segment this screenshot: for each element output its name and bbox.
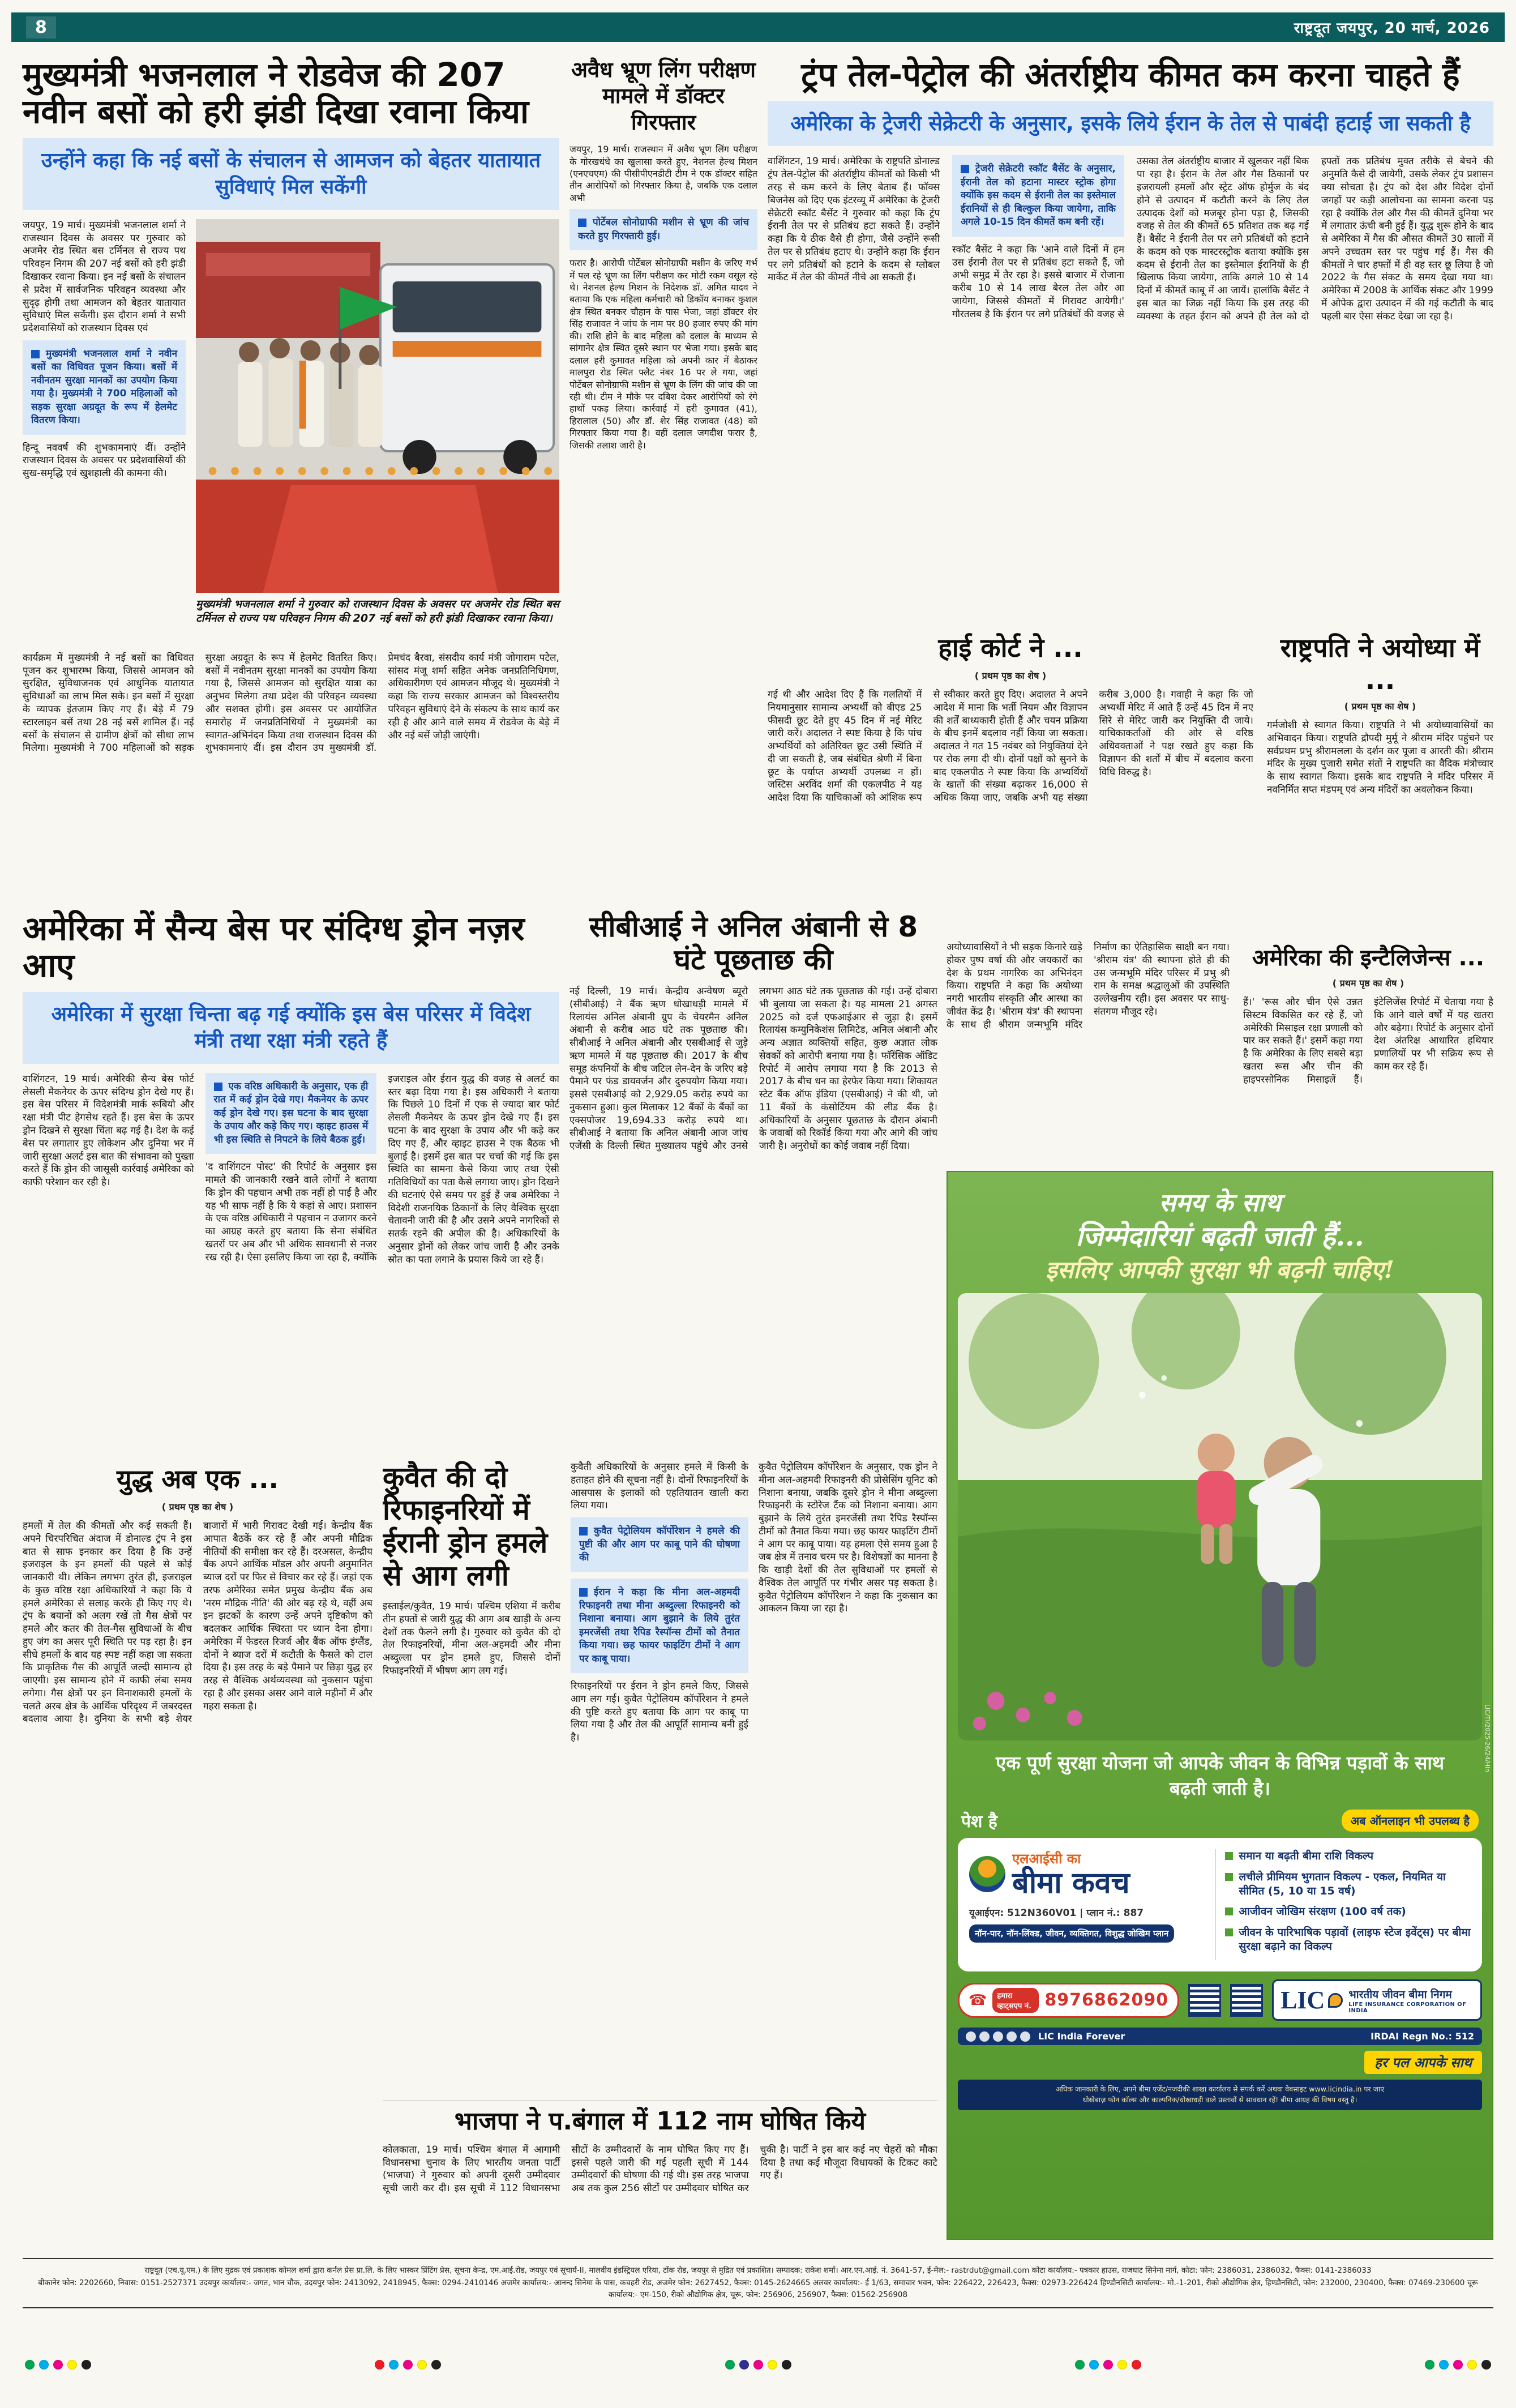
drones-headline: अमेरिका में सैन्य बेस पर संदिग्ध ड्रोन नज़र आए xyxy=(23,909,525,985)
color-dot-icon xyxy=(1132,2360,1141,2369)
cm-subhead: उन्होंने कहा कि नई बसों के संचालन से आमजन को बेहतर यातायात सुविधाएं मिल सकेंगी xyxy=(23,138,559,210)
color-dot-icon xyxy=(67,2360,77,2369)
war-title: युद्ध अब एक ... xyxy=(116,1464,279,1494)
color-dot-icon xyxy=(1467,2360,1477,2369)
ad-benefit-item xyxy=(1225,1849,1471,1863)
kuwait-col1-body: इस्ताईल/कुवैत, 19 मार्च। पश्चिम एशिया में करीब तीन हफ्तों से जारी युद्ध की आग अब खाड़ी के अन्य देशों तक फैलने लगी है। गुरुवार को कुवैत की दो तेल रिफाइनरियों, मीना अल-अहमदी और मीना अब्दुल्ला पर ड्रोन हमले हुए, जिससे दोनों रिफाइनरियों में भीषण आग लग गई। xyxy=(383,1601,560,1676)
bjp-headline: भाजपा ने प.बंगाल में 112 नाम घोषित किये xyxy=(454,2107,866,2136)
flag-off-photo xyxy=(196,219,559,643)
drones-intro: वाशिंगटन, 19 मार्च। अमेरिकी सैन्य बेस फोर्ट लेसली मैकनेयर के ऊपर संदिग्ध ड्रोन देखे गए हैं। इस बेस परिसर में विदेशमंत्री मार्क रूबियो और रक्षा मंत्री पीट हेगसेथ रहते हैं। इस बेस के ऊपर ड्रोन दिखने से सुरक्षा चिंता बढ़ गई है। देश के कई बेस पर लगातार हुए लोकेशन और दुनिया भर में जारी सुरक्षा अलर्ट इस बात की संभावना को पुख्ता करते हैं कि ड्रोन की जासूसी कार्रवाई अमेरिका को काफी परेशान कर रही है। xyxy=(23,1073,194,1188)
ad-headline-script xyxy=(958,1187,1482,1285)
bullet-square-icon xyxy=(1225,1873,1233,1881)
doctor-highlight-text: पोर्टेबल सोनोग्राफी मशीन से भ्रूण की जांच करते हुए गिरफ्तारी हुई। xyxy=(578,217,749,242)
cm-headline: मुख्यमंत्री भजनलाल ने रोडवेज की 207 नवीन बसों को हरी झंडी दिखा रवाना किया xyxy=(23,55,529,131)
color-dot-icon xyxy=(389,2360,399,2369)
ad-script-line1: समय के साथ xyxy=(1159,1188,1281,1217)
lic-name-hindi: भारतीय जीवन बीमा निगम xyxy=(1348,1988,1452,2001)
cm-intro-paragraph: जयपुर, 19 मार्च। मुख्यमंत्री भजनलाल शर्मा ने राजस्थान दिवस के अवसर पर गुरुवार को अजमेर रोड स्थित बस टर्मिनल से राज्य पथ परिवहन निगम की 207 नई बसों को हरी झंडी दिखाकर रवाना किया। इन नई बसों के संचालन से प्रदेश में सार्वजनिक परिवहन व्यवस्था और सुदृढ़ होगी तथा आमजन को बेहतर यातायात सुविधाएं मिल सकेंगी। इस दौरान शर्मा ने सभी प्रदेशवासियों को राजस्थान दिवस एवं xyxy=(23,219,186,335)
ad-script-line2: जिम्मेदारियां बढ़ती जाती हैं... xyxy=(1076,1221,1364,1253)
phone-icon: ☎ xyxy=(969,1991,987,2009)
ad-brand-name: बीमा कवच xyxy=(1012,1866,1130,1901)
masthead xyxy=(11,12,1505,42)
imprint-line-1: राष्ट्रदूत (एच.यू.एम.) के लिए मुद्रक एवं प्रकाशक कोमल शर्मा द्वारा कर्नल प्रेस प्रा.लि. के लिए भास्कर प्रिंटिंग प्रेस, सूचना केन्द्र, एम.आई.रोड, जयपुर एवं सूचार्य-II, मालवीय इंडस्ट्रियल एरिया, टोंक रोड, जयपुर से मुद्रित एवं प्रकाशित। सम्पादक: राकेश शर्मा। आर.एन.आई. नं. 3641-57, ई-मेल:- rastrdut@gmail.com कोटा कार्यालय:- पत्रकार हाउस, राजघाट सिनेमा मार्ग, कोटा: फोन: 2386031, 2386032, फैक्स: 0141-2386033 xyxy=(144,2266,1372,2275)
trump-body-columns xyxy=(768,155,1493,551)
bullet-square-icon xyxy=(214,1083,222,1091)
high-court-body: गई थी और आदेश दिए हैं कि गलतियों में नियमानुसार सामान्य अभ्यर्थी को बीएड 25 फीसदी छूट देते हुए 45 दिन में नई मेरिट जारी करें। अदालत ने स्पष्ट किया है कि पांच अभ्यर्थियों को अतिरिक्त छूट उसी स्थिति में दी जा सकती है, जब संबंधित श्रेणी में बिना छूट के पर्याप्त अभ्यर्थी उपलब्ध न हों। जस्टिस अरविंद शर्मा की एकलपीठ ने यह आदेश दिया कि याचिकाओं को आंशिक रूप से स्वीकार करते हुए दिए। अदालत ने अपने आदेश में माना कि भर्ती नियम और विज्ञापन की शर्तें बाध्यकारी होती हैं और चयन प्रक्रिया के बीच इनमें बदलाव नहीं किया जा सकता। अदालत ने गत 15 नवंबर को नियुक्तियां देने पर रोक लगा दी थी। दोनों पक्षों को सुनने के बाद एकलपीठ ने स्पष्ट किया कि अभ्यर्थियों के खातों की संख्या बढ़ाकर 16,000 से अधिक किया जाए, जबकि अभी यह संख्या करीब 3,000 है। गवाही ने कहा कि जो अभ्यर्थी मेरिट में आते हैं उन्हें 45 दिन में नए सिरे से मेरिट जारी कर नियुक्ति दी जाये। याचिकाकर्ताओं की ओर से वरिष्ठ अधिवक्ताओं ने पक्ष रखते हुए कहा कि विज्ञापन की शर्तों में बीच में बदलाव करना विधि विरुद्ध है। xyxy=(768,689,1253,804)
intel-body: हैं।' 'रूस और चीन ऐसे उन्नत सिस्टम विकसित कर रहे हैं, जो अमेरिकी मिसाइल रक्षा प्रणाली को पार कर सकते हैं।' इसमें कहा गया है कि अमेरिका के लिए सबसे बड़ा खतरा रूस और चीन की हाइपरसोनिक मिसाइलें हैं। इंटेलिजेंस रिपोर्ट में चेताया गया है कि आने वाले वर्षों में यह खतरा और बढ़ेगा। रिपोर्ट के अनुसार दोनों देश अंतरिक्ष आधारित हथियार प्रणालियों पर भी सक्रिय रूप से काम कर रहे हैं। xyxy=(1243,996,1493,1085)
trump-highlight-text: ट्रेजरी सेक्रेटरी स्कॉट बैसेंट के अनुसार, ईरानी तेल को हटाना मास्टर स्ट्रोक होगा क्योंकि इस कदम से ईरानी तेल का इस्तेमाल ईरानियों से ही बिल्कुल किया जायेगा, ताकि अगले 10-15 दिन कीमतें कम बनी रहें। xyxy=(961,163,1116,228)
ad-benefit-item xyxy=(1225,1870,1471,1898)
president-body: गर्मजोशी से स्वागत किया। राष्ट्रपति ने भी अयोध्यावासियों का अभिवादन किया। राष्ट्रपति द्रौपदी मुर्मू ने श्रीराम मंदिर पहुंचने पर सर्वप्रथम प्रभु श्रीरामलला के दर्शन कर पूजा व आरती की। श्रीराम मंदिर के मुख्य पुजारी समेत संतों ने राष्ट्रपति का वैदिक मंत्रोच्चार के साथ स्वागत किया। इसके बाद राष्ट्रपति ने मंदिर परिसर में नवनिर्मित सप्त मंडपम् एवं अन्य मंदिरों का अवलोकन किया। xyxy=(1267,720,1493,795)
doctor-intro: जयपुर, 19 मार्च। राजस्थान में अवैध भ्रूण लिंग परीक्षण के गोरखधंधे का खुलासा करते हुए, नेशनल हेल्थ मिशन (एनएचएम) की पीसीपीएनडीटी टीम ने एक डॉक्टर सहित तीन आरोपियों को गिरफ्तार किया है, जबकि एक दलाल अभी xyxy=(569,144,757,203)
lic-logo-text: LIC xyxy=(1281,1986,1325,2014)
color-dot-icon xyxy=(1103,2360,1113,2369)
bullet-square-icon xyxy=(578,219,586,227)
drones-highlight-text: एक वरिष्ठ अधिकारी के अनुसार, एक ही रात में कई ड्रोन देखे गए। मैकनेयर के ऊपर कई ड्रोन देखे गए। इस घटना के बाद सुरक्षा के उपाय और कड़े किए गए। व्हाइट हाउस में भी इस स्थिति से निपटने के लिये बैठक हुई। xyxy=(213,1080,369,1145)
color-dot-icon xyxy=(1481,2360,1491,2369)
ad-online-badge: अब ऑनलाइन भी उपलब्ध है xyxy=(1342,1810,1479,1832)
qr-code xyxy=(1188,1984,1221,2017)
color-dot-icon xyxy=(417,2360,427,2369)
print-registration-marks xyxy=(723,2360,794,2369)
article-president-ayodhya xyxy=(1267,630,1493,935)
kuwait-headline: कुवैत की दो रिफाइनरियों में ईरानी ड्रोन हमले से आग लगी xyxy=(383,1461,548,1592)
trump-intro: वाशिंगटन, 19 मार्च। अमेरिका के राष्ट्रपति डोनाल्ड ट्रंप तेल-पेट्रोल की अंतर्राष्ट्रीय कीमतों को किसी भी तरह से कम करने के लिए बेताब हैं। फॉक्स बिजनेस को दिए एक इंटरव्यू में अमेरिका के ट्रेजरी सेक्रेटरी स्कॉट बैसेंट ने गुरुवार को कहा कि ट्रंप ईरानी तेल पर से प्रतिबंध हटा सकते हैं। उन्होंने कहा कि ये ठीक वैसे ही होगा, जैसे उन्होंने रूसी तेल पर से प्रतिबंध हटाए थे। उन्होंने कहा कि ईरान पर लगे प्रतिबंधों को हटाने के कदम से ग्लोबल मार्केट में तेल की कीमतें नीचे आ सकती हैं। xyxy=(768,156,940,284)
article-doctor-arrest xyxy=(569,57,757,889)
doctor-headline: अवैध भ्रूण लिंग परीक्षण मामले में डॉक्टर गिरफ्तार xyxy=(571,57,756,135)
ad-family-photo xyxy=(958,1293,1482,1740)
print-registration-marks xyxy=(23,2360,93,2369)
lic-logo xyxy=(1272,1979,1482,2021)
ad-product-panel xyxy=(958,1838,1482,1971)
kuwait-col3-body: कुवैत पेट्रोलियम कॉर्पोरेशन के अनुसार, एक ड्रोन ने मीना अल-अहमदी रिफाइनरी की प्रोसेसिंग यूनिट को निशाना बनाया, जबकि दूसरे ड्रोन ने मीना अब्दुल्ला रिफाइनरी के स्टोरेज टैंक को निशाना बनाया। आग बुझाने के लिये तुरंत इमरजेंसी तथा रैपिड रैस्पॉन्स टीमों को तैनात किया गया। छह फायर फाइटिंग टीमों ने आग पर काबू पाया। यह हमला ऐसे समय हुआ है जब क्षेत्र में तनाव चरम पर है। विशेषज्ञों का मानना है कि खाड़ी देशों की तेल सुविधाओं पर हमलों से वैश्विक तेल आपूर्ति पर गंभीर असर पड़ सकता है। कुवैत पेट्रोलियम कॉर्पोरेशन ने कहा कि नुकसान का आकलन किया जा रहा है। xyxy=(759,1461,937,1615)
trump-highlight-box xyxy=(952,155,1124,236)
ad-benefit-item xyxy=(1225,1905,1471,1919)
phone-number: 8976862090 xyxy=(1044,1990,1169,2011)
article-bjp-bengal xyxy=(383,2101,937,2237)
kuwait-col2-post: रिफाइनरियों पर ईरान ने ड्रोन हमले किए, जिससे आग लग गई। कुवैत पेट्रोलियम कॉर्पोरेशन ने हमले की पुष्टि करते हुए बताया कि आग पर काबू पा लिया गया है और तेल की आपूर्ति सामान्य बनी हुई है। xyxy=(571,1680,748,1744)
article-trump-oil xyxy=(768,57,1493,551)
color-dot-icon xyxy=(1425,2360,1434,2369)
continued-note: ( प्रथम पृष्ठ का शेष ) xyxy=(161,1502,234,1512)
kuwait-highlight-1: कुवैत पेट्रोलियम कॉर्पोरेशन ने हमले की पुष्टी की और आग पर काबू पाने की घोषणा की xyxy=(579,1525,740,1563)
continued-note: ( प्रथम पृष्ठ का शेष ) xyxy=(1344,701,1416,712)
cm-body-columns: कार्यक्रम में मुख्यमंत्री ने नई बसों का विधिवत पूजन कर शुभारम्भ किया, जिससे आमजन को सुरक्षित, सुविधाजनक एवं आधुनिक यातायात सुविधाओं का लाभ मिल सके। इन बसों में सुरक्षा के व्यापक इंतजाम किए गए हैं। बेड़े में 79 स्टारलाइन बसें तथा 28 नई बसें शामिल हैं। नई बसों के संचालन से ग्रामीण क्षेत्रों को सीधा लाभ मिलेगा। मुख्यमंत्री ने 700 महिलाओं को सड़क सुरक्षा अग्रदूत के रूप में हेलमेट वितरित किए। बसों में नवीनतम सुरक्षा मानकों का उपयोग किया गया है, जिससे आमजन को सुरक्षित यात्रा का अनुभव मिलेगा तथा प्रदेश की परिवहन व्यवस्था और सशक्त होगी। इस अवसर पर आयोजित समारोह में जनप्रतिनिधियों ने मुख्यमंत्री का स्वागत-अभिनंदन किया तथा राजस्थान दिवस की शुभकामनाएं दीं। इस दौरान उप मुख्यमंत्री डॉ. प्रेमचंद बैरवा, संसदीय कार्य मंत्री जोगाराम पटेल, सांसद मंजू शर्मा सहित अनेक जनप्रतिनिधिगण, अधिकारीगण एवं आमजन मौजूद थे। मुख्यमंत्री ने कहा कि राज्य सरकार आमजन को विश्वस्तरीय परिवहन सुविधाएं देने के संकल्प के साथ कार्य कर रही है और आने वाले समय में रोडवेज के बेड़े में और नई बसें जोड़ी जाएंगी। xyxy=(23,652,559,754)
qr-code xyxy=(1230,1984,1263,2017)
kuwait-col2-pre: कुवैती अधिकारियों के अनुसार हमले में किसी के हताहत होने की सूचना नहीं है। दोनों रिफाइनरियों के आसपास के इलाकों को एहतियातन खाली करा लिया गया। xyxy=(571,1461,748,1512)
kuwait-highlight-box-2 xyxy=(571,1579,748,1673)
cbi-headline: सीबीआई ने अनिल अंबानी से 8 घंटे पूछताछ की xyxy=(589,910,918,976)
ad-slogan: हर पल आपके साथ xyxy=(1364,2051,1482,2074)
ad-reference-code: LIC/TI/2025-26/24/Hin xyxy=(1484,1704,1491,1773)
continued-note: ( प्रथम पृष्ठ का शेष ) xyxy=(974,670,1047,681)
imprint-line-2: बीकानेर फोन: 2202660, निवास: 0151-2527371 उदयपुर कार्यालय:- जगत, भान चौक, उदयपुर फोन: 2413092, 2418945, फैक्स: 0294-2410146 अजमेर कार्यालय:- आनन्द सिनेमा के पास, कचहरी रोड, अजमेर फोन: 2627452, फैक्स: 0145-2624665 अलवर कार्यालय:- ई 1/63, समाचार भवन, फोन: 226422, 226423, फैक्स: 02973-226424 हिण्डौनसिटी कार्यालय:- मो.-1-201, रीको औद्योगिक क्षेत्र, हिण्डौनसिटी, फोन: 232000, 230400, फैक्स: 07469-230600 चूरू कार्यालय:- एम-150, रीको औद्योगिक क्षेत्र, चूरू, फोन: 256906, 256907, फैक्स: 01562-256908 xyxy=(38,2278,1478,2300)
phone-badge xyxy=(958,1983,1179,2018)
lic-advertisement xyxy=(947,1171,1493,2240)
cbi-body-columns: नई दिल्ली, 19 मार्च। केन्द्रीय अन्वेषण ब्यूरो (सीबीआई) ने बैंक ऋण धोखाधड़ी मामले में रिलायंस अनिल अंबानी ग्रुप के चेयरमैन अनिल अंबानी से करीब आठ घंटे तक पूछताछ की। सीबीआई ने अनिल अंबानी और एसबीआई से जुड़े ऋण मामले में यह पूछताछ की। 2017 के बीच समूह कंपनियों के बीच जटिल लेन-देन के जरिए बड़े पैमाने पर फंड डायवर्जन और दुरुपयोग किया गया। इससे एसबीआई को 2,929.05 करोड़ रुपये का नुकसान हुआ। कुल मिलाकर 12 बैंकों के बैंकों का एक्सपोजर 19,694.33 करोड़ रुपये था। सीबीआई ने बताया कि अनिल अंबानी आज जांच एजेंसी के दिल्ली स्थित मुख्यालय पहुंचे और उनसे लगभग आठ घंटे तक पूछताछ की गई। उन्हें दोबारा भी बुलाया जा सकता है। यह मामला 21 अगस्त 2025 को दर्ज एफआईआर से जुड़ा है। इसमें रिलायंस कम्युनिकेशंस लिमिटेड, अनिल अंबानी और अन्य अज्ञात व्यक्तियों सहित, कुछ अज्ञात लोक सेवकों को आरोपी बनाया गया है। फॉरेंसिक ऑडिट रिपोर्ट में आरोप लगाया गया है कि 2013 से 2017 के बीच धन का हेरफेर किया गया। शिकायत स्टेट बैंक ऑफ इंडिया (एसबीआई) ने की थी, जो 11 बैंकों के कंसोर्टियम की लीड बैंक है। अधिकारियों के अनुसार पूछताछ के दौरान अंबानी के जवाबों को रिकॉर्ड किया गया और आगे की जांच जारी है। अनुरोधों का कोई जवाब नहीं दिया। xyxy=(569,986,937,1152)
ad-brand-prefix: एलआईसी का xyxy=(1012,1851,1081,1867)
imprint-footer xyxy=(23,2258,1493,2308)
bima-kavach-logo-icon xyxy=(969,1856,1005,1892)
article-high-court xyxy=(768,630,1253,935)
ad-contact-line: अधिक जानकारी के लिए, अपने बीमा एजेंट/नजदीकी शाखा कार्यालय से संपर्क करें अथवा वेबसाइट www.licindia.in पर जाएं xyxy=(1055,2085,1385,2094)
high-court-title: हाई कोर्ट ने ... xyxy=(938,632,1083,663)
doctor-body: फरार है। आरोपी पोर्टेबल सोनोग्राफी मशीन के जरिए गर्भ में पल रहे भ्रूण का लिंग परीक्षण कर मोटी रकम वसूल रहे थे। नेशनल हेल्थ मिशन के निदेशक डॉ. अमित यादव ने बताया कि एक महिला कर्मचारी को डिकॉय बनाकर कुशल क्षेत्र स्थित बनकर चौहान के पास भेजा, जहां डॉक्टर शेर सिंह राजावत ने जांच के नाम पर 80 हजार रुपए की मांग की। राशि होने के बाद महिला को दलाल के माध्यम से सांगानेर क्षेत्र स्थित दूसरे स्थान पर भेजा गया। इसके बाद दलाल हरी कुमावत महिला को अपनी कार में बैठाकर मालपुरा रोड स्थित फ्लैट नंबर 16 पर ले गया, जहां पोर्टेबल सोनोग्राफी मशीन से भ्रूण के लिंग की जांच की जा रही थी। टीम ने मौके पर दबिश देकर आरोपियों को रंगे हाथों पकड़ लिया। कार्रवाई में हरी कुमावत (41), हिरालाल (50) और डॉ. शेर सिंह राजावत (48) को गिरफ्तार किया गया है। वहीं दलाल जगदीश फरार है, जिसकी तलाश जारी है। xyxy=(569,258,757,451)
color-dot-icon xyxy=(1075,2360,1085,2369)
ad-present-row xyxy=(961,1809,1479,1832)
kuwait-highlight-2: ईरान ने कहा कि मीना अल-अहमदी रिफाइनरी तथा मीना अब्दुल्ला रिफाइनरी को निशाना बनाया। आग बुझाने के लिये तुरंत इमरजेंसी तथा रैपिड रैस्पॉन्स टीमों को तैनात किया गया। छह फायर फाइटिंग टीमों ने आग पर काबू पाया। xyxy=(579,1586,740,1665)
kuwait-column-1 xyxy=(383,1461,560,2092)
ad-script-line3: इसलिए आपकी सुरक्षा भी बढ़नी चाहिए! xyxy=(1046,1255,1394,1284)
ad-benefit-text: आजीवन जोखिम संरक्षण (100 वर्ष तक) xyxy=(1239,1905,1406,1918)
ad-benefit-text: समान या बढ़ती बीमा राशि विकल्प xyxy=(1239,1850,1373,1863)
color-dot-icon xyxy=(431,2360,441,2369)
cm-highlight-box xyxy=(23,340,186,435)
color-dot-icon xyxy=(375,2360,384,2369)
phone-label: हमारा व्हाट्सएप नं. xyxy=(992,1988,1039,2013)
color-dot-icon xyxy=(82,2360,91,2369)
color-dot-icon xyxy=(739,2360,749,2369)
color-dot-icon xyxy=(725,2360,735,2369)
color-dot-icon xyxy=(1089,2360,1099,2369)
color-dot-icon xyxy=(39,2360,49,2369)
color-dot-icon xyxy=(53,2360,63,2369)
ad-benefit-text: जीवन के पारिभाषिक पड़ावों (लाइफ स्टेज इवेंट्स) पर बीमा सुरक्षा बढ़ाने का विकल्प xyxy=(1239,1926,1471,1953)
drones-highlight-box xyxy=(205,1073,377,1154)
article-cbi-ambani xyxy=(569,910,937,1451)
kuwait-highlight-box-1 xyxy=(571,1517,748,1572)
bullet-square-icon xyxy=(961,165,969,173)
ad-benefit-list xyxy=(1215,1849,1471,1960)
ad-uin: यूआईएन: 512N360V01 | प्लान नं.: 887 xyxy=(969,1907,1144,1919)
page-number: 8 xyxy=(26,16,56,39)
color-dot-icon xyxy=(1453,2360,1463,2369)
color-dot-icon xyxy=(1439,2360,1449,2369)
bullet-square-icon xyxy=(579,1527,588,1536)
drones-subhead: अमेरिका में सुरक्षा चिन्ता बढ़ गई क्योंकि इस बेस परिसर में विदेश मंत्री तथा रक्षा मंत्री रहते हैं xyxy=(23,992,559,1064)
war-body-columns: हमलों में तेल की कीमतों और कई सकती हैं। अपने चिरपरिचित अंदाज में डोनाल्ड ट्रंप ने इस बात से साफ इनकार कर दिया है कि उन्हें इजराइल के इन हमलों की पहले से कोई जानकारी थी। लेकिन लगभग तुरंत ही, इजराइल के कुछ वरिष्ठ रक्षा अधिकारियों ने कहा कि ये हमले अमेरिका से सलाह करके ही किए गए थे। ट्रंप के बयानों को अलग रखें तो गैस क्षेत्रों पर हमले और कतर की तेल-गैस सुविधाओं के बीच हुए जंग का असर पूरी स्थिति पर पड़ रहा है। इन सीधे हमलों के बाद यह स्पष्ट नहीं कहा जा सकता कि प्राकृतिक गैस की आपूर्ति जल्दी सामान्य हो जाएगी। इस सामान्य होने में काफी लंबा समय लगेगा। गैस क्षेत्रों पर इन विनाशकारी हमलों के चलते अरब क्षेत्र के आर्थिक परिदृश्य में जबरदस्त बदलाव आया है। दुनिया के सभी बड़े शेयर बाजारों में भारी गिरावट देखी गई। केन्द्रीय बैंक आपात बैठकें कर रहे हैं और अपनी मौद्रिक नीतियों की समीक्षा कर रहे हैं। दरअसल, केन्द्रीय बैंक अपने आर्थिक मॉडल और अपनी अनुमानित ब्याज दरों पर फिर से विचार कर रहे हैं। जहां एक तरफ अमेरिका समेत प्रमुख केन्द्रीय बैंक अब 'नरम मौद्रिक नीति' की ओर बढ़ रहे थे, वहीं अब इन झटकों के कारण उन्हें अपने दृष्टिकोण को बदलकर आर्थिक स्थिरता पर ध्यान देना होगा। अमेरिका में फेडरल रिजर्व और बैंक ऑफ इंग्लैंड, दोनों ने ब्याज दरों में कटौती के फैसले को टाल दिया है। इस तरह के बड़े पैमाने पर छिड़ा युद्ध हर तरह से वैश्विक अर्थव्यवस्था को नुकसान पहुंचा रहा है और इसका असर आने वाले महीनों में और गहरा सकता है। xyxy=(23,1520,372,1725)
ad-plan-text: एक पूर्ण सुरक्षा योजना जो आपके जीवन के विभिन्न पड़ावों के साथ बढ़ती जाती है। xyxy=(995,1752,1445,1799)
trump-headline: ट्रंप तेल-पेट्रोल की अंतर्राष्ट्रीय कीमत कम करना चाहते हैं xyxy=(801,55,1460,94)
bullet-square-icon xyxy=(1225,1852,1233,1860)
ad-plan-type: नॉन-पार, नॉन-लिंक्ड, जीवन, व्यक्तिगत, विशुद्ध जोखिम प्लान xyxy=(969,1924,1174,1943)
color-dot-icon xyxy=(403,2360,413,2369)
article-us-intelligence xyxy=(1243,941,1493,1162)
article-cm-buses xyxy=(23,57,559,841)
ad-brand-column xyxy=(969,1849,1205,1960)
bullet-square-icon xyxy=(31,350,40,358)
ad-contact-row xyxy=(958,1979,1482,2021)
color-dot-icon xyxy=(1117,2360,1127,2369)
color-dot-icon xyxy=(782,2360,791,2369)
ad-irdai-number: IRDAI Regn No.: 512 xyxy=(1371,2031,1474,2042)
cm-highlight-text: मुख्यमंत्री भजनलाल शर्मा ने नवीन बसों का विधिवत पूजन किया। बसों में नवीनतम सुरक्षा मानकों का उपयोग किया गया है। मुख्यमंत्री ने 700 महिलाओं को सड़क सुरक्षा अग्रदूत के रूप में हेलमेट वितरण किया। xyxy=(31,348,177,426)
trump-subhead: अमेरिका के ट्रेजरी सेक्रेटरी के अनुसार, इसके लिये ईरान के तेल से पाबंदी हटाई जा सकती है xyxy=(768,101,1493,147)
lic-emblem-icon xyxy=(1328,1993,1343,2008)
print-registration-marks xyxy=(372,2360,443,2369)
print-registration-marks xyxy=(1073,2360,1144,2369)
social-icons xyxy=(966,2031,1030,2042)
ad-social-handle: LIC India Forever xyxy=(1038,2031,1125,2042)
kuwait-column-2 xyxy=(571,1461,748,2092)
continued-note: ( प्रथम पृष्ठ का शेष ) xyxy=(1332,978,1404,989)
cm-after-highlight: हिन्दू नववर्ष की शुभकामनाएं दीं। उन्होंने राजस्थान दिवस के अवसर पर प्रदेशवासियों की सुख-समृद्धि एवं खुशहाली की कामना की। xyxy=(23,442,186,480)
ad-caution-line: धोखेबाज़ फोन कॉल्स और काल्पनिक/धोखाधड़ी वाले प्रस्तावों से सावधान रहें! बीमा आग्रह की विषय वस्तु है। xyxy=(1082,2095,1357,2105)
continuation-row-1 xyxy=(768,630,1493,935)
article-military-base-drones xyxy=(23,910,559,1441)
article-kuwait-refineries xyxy=(383,1461,937,2092)
continuation-row-2 xyxy=(947,941,1493,1162)
print-registration-marks xyxy=(1423,2360,1493,2369)
bullet-square-icon xyxy=(1225,1907,1233,1915)
bullet-square-icon xyxy=(579,1588,588,1597)
color-dot-icon xyxy=(25,2360,35,2369)
ad-benefit-item xyxy=(1225,1926,1471,1953)
lic-name-english: LIFE INSURANCE CORPORATION OF INDIA xyxy=(1348,2001,1467,2014)
masthead-title: राष्ट्रदूत जयपुर, 20 मार्च, 2026 xyxy=(1294,20,1490,37)
intel-title: अमेरिका की इन्टैलिजेन्स ... xyxy=(1252,945,1485,971)
cm-left-column xyxy=(23,219,186,643)
drones-body-columns xyxy=(23,1073,559,1441)
article-war-continuation xyxy=(23,1461,372,2239)
color-dot-icon xyxy=(768,2360,777,2369)
ad-presenting-label: पेश है xyxy=(961,1812,997,1832)
president-title: राष्ट्रपति ने अयोध्या में ... xyxy=(1280,632,1480,695)
doctor-highlight-box xyxy=(569,209,757,250)
president-body-continued: अयोध्यावासियों ने भी सड़क किनारे खड़े होकर पुष्प वर्षा की और जयकारों का देश के प्रथम नागरिक का अभिनंदन किया। राष्ट्रपति ने कहा कि अयोध्या नगरी भारतीय संस्कृति और आस्था का जीवंत केंद्र है। 'श्रीराम यंत्र' की स्थापना के साथ ही श्रीराम जन्मभूमि मंदिर निर्माण का ऐतिहासिक साक्षी बन गया। 'श्रीराम यंत्र' की स्थापना होते ही की उस जन्मभूमि मंदिर परिसर में प्रभु श्री राम के समक्ष श्रद्धालुओं की उपस्थिति उल्लेखनीय रही। इस अवसर पर साधु-संतगण मौजूद रहे। xyxy=(947,942,1230,1030)
drones-body: 'द वाशिंगटन पोस्ट' की रिपोर्ट के अनुसार इस मामले की जानकारी रखने वाले लोगों ने बताया कि ड्रोन की पहचान अभी तक नहीं हो पाई है और यह भी साफ नहीं है कि ये कहां से आए। प्रशासन के एक वरिष्ठ अधिकारी ने पहचान न उजागर करने का आग्रह करते हुए बताया कि सेना संबंधित खतरों पर अब और भी अधिक सावधानी से नजर रख रही है। ऐसा इसलिए किया जा रहा है, क्योंकि इजराइल और ईरान युद्ध की वजह से अलर्ट का स्तर बढ़ा दिया गया है। इस अधिकारी ने बताया कि पिछले 10 दिनों में एक से ज्यादा बार फोर्ट लेसली मैकनेयर के ऊपर ड्रोन देखे गए हैं। इस घटना के बाद सुरक्षा के उपाय और भी कड़े कर दिए गए हैं, और व्हाइट हाउस ने एक बैठक भी बुलाई है। इसमें इस बात पर चर्चा की गई कि इस स्थिति का सामना कैसे किया जाए तथा ऐसी गतिविधियों का पता कैसे लगाया जाए। ड्रोन दिखने की घटनाएं ऐसे समय पर हुई हैं जब अमेरिका ने विदेशी राजनयिक ठिकानों के लिए वैश्विक सुरक्षा चेतावनी जारी की है और उसने अपने नागरिकों से सतर्क रहने की अपील की है। अधिकारियों के अनुसार ड्रोनों को लेकर जांच जारी है और उनके स्रोत का पता लगाने के प्रयास किये जा रहे हैं। xyxy=(205,1073,559,1265)
ad-social-bar xyxy=(958,2028,1482,2045)
color-dot-icon xyxy=(753,2360,763,2369)
trump-body: स्कॉट बैसेंट ने कहा कि 'आने वाले दिनों में हम उस ईरानी तेल पर से प्रतिबंध हटा सकते हैं, जो अभी समुद्र में तैर रहा है। इससे बाजार में रोजाना करीब 10 से 14 लाख बैरल तेल और आ जायेगा, जिससे कीमतों में गिरावट आयेगी।' गौरतलब है कि ईरान पर लगे प्रतिबंधों की वजह से उसका तेल अंतर्राष्ट्रीय बाजार में खुलकर नहीं बिक पा रहा है। ईरान के तेल और गैस ठिकानों पर इजरायली हमलों और स्ट्रेट ऑफ होर्मुज के बंद होने से उत्पादन में कटौती करने के लिए तेल उत्पादक देशों को मजबूर होना पड़ा है, जिसकी वजह से तेल की कीमतें 65 प्रतिशत तक बढ़ गई हैं। बैसेंट ने ईरानी तेल पर लगे प्रतिबंधों को हटाने के कदम को एक मास्टरस्ट्रोक बताया क्योंकि इस कदम से ईरानी तेल का इस्तेमाल ईरानियों के ही खिलाफ किया जायेगा, ताकि अगले 10 से 14 दिनों में कीमतें काबू में आ जायें। हालांकि बैसेंट ने इस बात का जिक्र नहीं किया कि इस तरह की व्यवस्था के तहत ईरान को अपने ही तेल को दो हफ्तों तक प्रतिबंध मुक्त तरीके से बेचने की अनुमति कैसे दी जायेगी, उसके लेकर ट्रंप प्रशासन क्या सोचता है। ट्रंप को देश और विदेश दोनों जगहों पर कड़ी आलोचना का सामना करना पड़ रहा है क्योंकि तेल और गैस की कीमतें दुनिया भर में लगातार ऊंची बनी हुई हैं। युद्ध शुरू होने के बाद से अमेरिका में गैस की औसत कीमतें 30 सालों में अपने उच्चतम स्तर पर पहुंच गई हैं। गैस की कीमतों ने चार हफ्तों में ही वह स्तर छू लिया है जो 2022 के गैस संकट के समय देखा गया था। अमेरिका में 2008 के आर्थिक संकट और 1999 में ओपेक द्वारा उत्पादन में की गई कटौती के बाद पहली बार ऐसा संकट देखा जा रहा है। xyxy=(952,156,1493,322)
photo-caption: मुख्यमंत्री भजनलाल शर्मा ने गुरुवार को राजस्थान दिवस के अवसर पर अजमेर रोड स्थित बस टर्मिनल से राज्य पथ परिवहन निगम की 207 नई बसों को हरी झंडी दिखाकर रवाना किया। xyxy=(196,597,559,625)
flag-off-photo-image xyxy=(196,219,559,593)
kuwait-column-3 xyxy=(759,1461,937,2092)
bjp-body-columns: कोलकाता, 19 मार्च। पश्चिम बंगाल में आगामी विधानसभा चुनाव के लिए भारतीय जनता पार्टी (भाजपा) ने गुरुवार को अपनी दूसरी उम्मीदवार सूची जारी कर दी। इस सूची में 112 विधानसभा सीटों के उम्मीदवारों के नाम घोषित किए गए हैं। इससे पहले जारी की गई पहली सूची में 144 उम्मीदवारों की घोषणा की गई थी। इस तरह भाजपा अब तक कुल 256 सीटों पर उम्मीदवार घोषित कर चुकी है। पार्टी ने इस बार कई नए चेहरों को मौका दिया है तथा कई मौजूदा विधायकों के टिकट काटे गए हैं। xyxy=(383,2144,937,2195)
print-registration-marks-row xyxy=(23,2360,1493,2369)
ad-caution-strip xyxy=(958,2080,1482,2110)
bullet-square-icon xyxy=(1225,1928,1233,1936)
ad-benefit-text: लचीले प्रीमियम भुगतान विकल्प - एकल, नियमित या सीमित (5, 10 या 15 वर्ष) xyxy=(1239,1870,1446,1897)
